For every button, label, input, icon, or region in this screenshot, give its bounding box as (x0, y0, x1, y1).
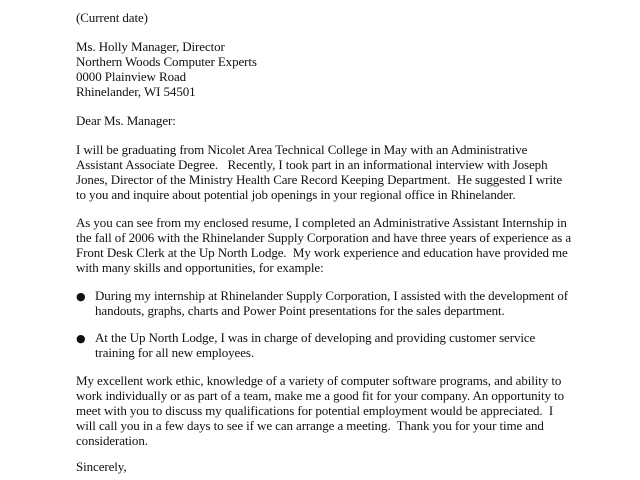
paragraph2-line: As you can see from my enclosed resume, I completed an Administrative Assistant Internship in (76, 215, 567, 230)
bullet-item-1-line: During my internship at Rhinelander Supply Corporation, I assisted with the development of (95, 288, 569, 303)
recipient-company: Northern Woods Computer Experts (76, 54, 257, 69)
paragraph1-line: to you and inquire about potential job openings in your regional office in Rhinelander. (76, 187, 516, 202)
paragraph3-line: consideration. (76, 433, 148, 448)
paragraph2-line: the fall of 2006 with the Rhinelander Supply Corporation and have three years of experience as a (76, 230, 572, 245)
current-date: (Current date) (76, 10, 148, 25)
paragraph2-line: Front Desk Clerk at the Up North Lodge. My work experience and education have provided me (76, 245, 568, 260)
paragraph1-line: I will be graduating from Nicolet Area Technical College in May with an Administrative (76, 142, 528, 157)
paragraph3-line: meet with you to discuss my qualifications for potential employment would be appreciated. I (76, 403, 554, 418)
bullet-item-2-line: At the Up North Lodge, I was in charge of developing and providing customer service (95, 330, 536, 345)
bullet-point-1: ● (76, 290, 86, 303)
paragraph2-line: with many skills and opportunities, for example: (76, 260, 324, 275)
paragraph3-line: My excellent work ethic, knowledge of a variety of computer software programs, and ability to (76, 373, 562, 388)
paragraph3-line: work individually or as part of a team, make me a good fit for your company. An opportunity to (76, 388, 564, 403)
paragraph1-line: Jones, Director of the Ministry Health Care Record Keeping Department. He suggested I write (76, 172, 563, 187)
paragraph1-line: Assistant Associate Degree. Recently, I took part in an informational interview with Joseph (76, 157, 548, 172)
bullet-item-1-line: handouts, graphs, charts and Power Point presentations for the sales department. (95, 303, 505, 318)
paragraph3-line: will call you in a few days to see if we can arrange a meeting. Thank you for your time and (76, 418, 544, 433)
bullet-item-2-line: training for all new employees. (95, 345, 254, 360)
recipient-street: 0000 Plainview Road (76, 69, 187, 84)
recipient-name-title: Ms. Holly Manager, Director (76, 39, 225, 54)
recipient-city-state-zip: Rhinelander, WI 54501 (76, 84, 196, 99)
bullet-point-2: ● (76, 332, 86, 345)
closing: Sincerely, (76, 459, 127, 474)
salutation: Dear Ms. Manager: (76, 113, 176, 128)
